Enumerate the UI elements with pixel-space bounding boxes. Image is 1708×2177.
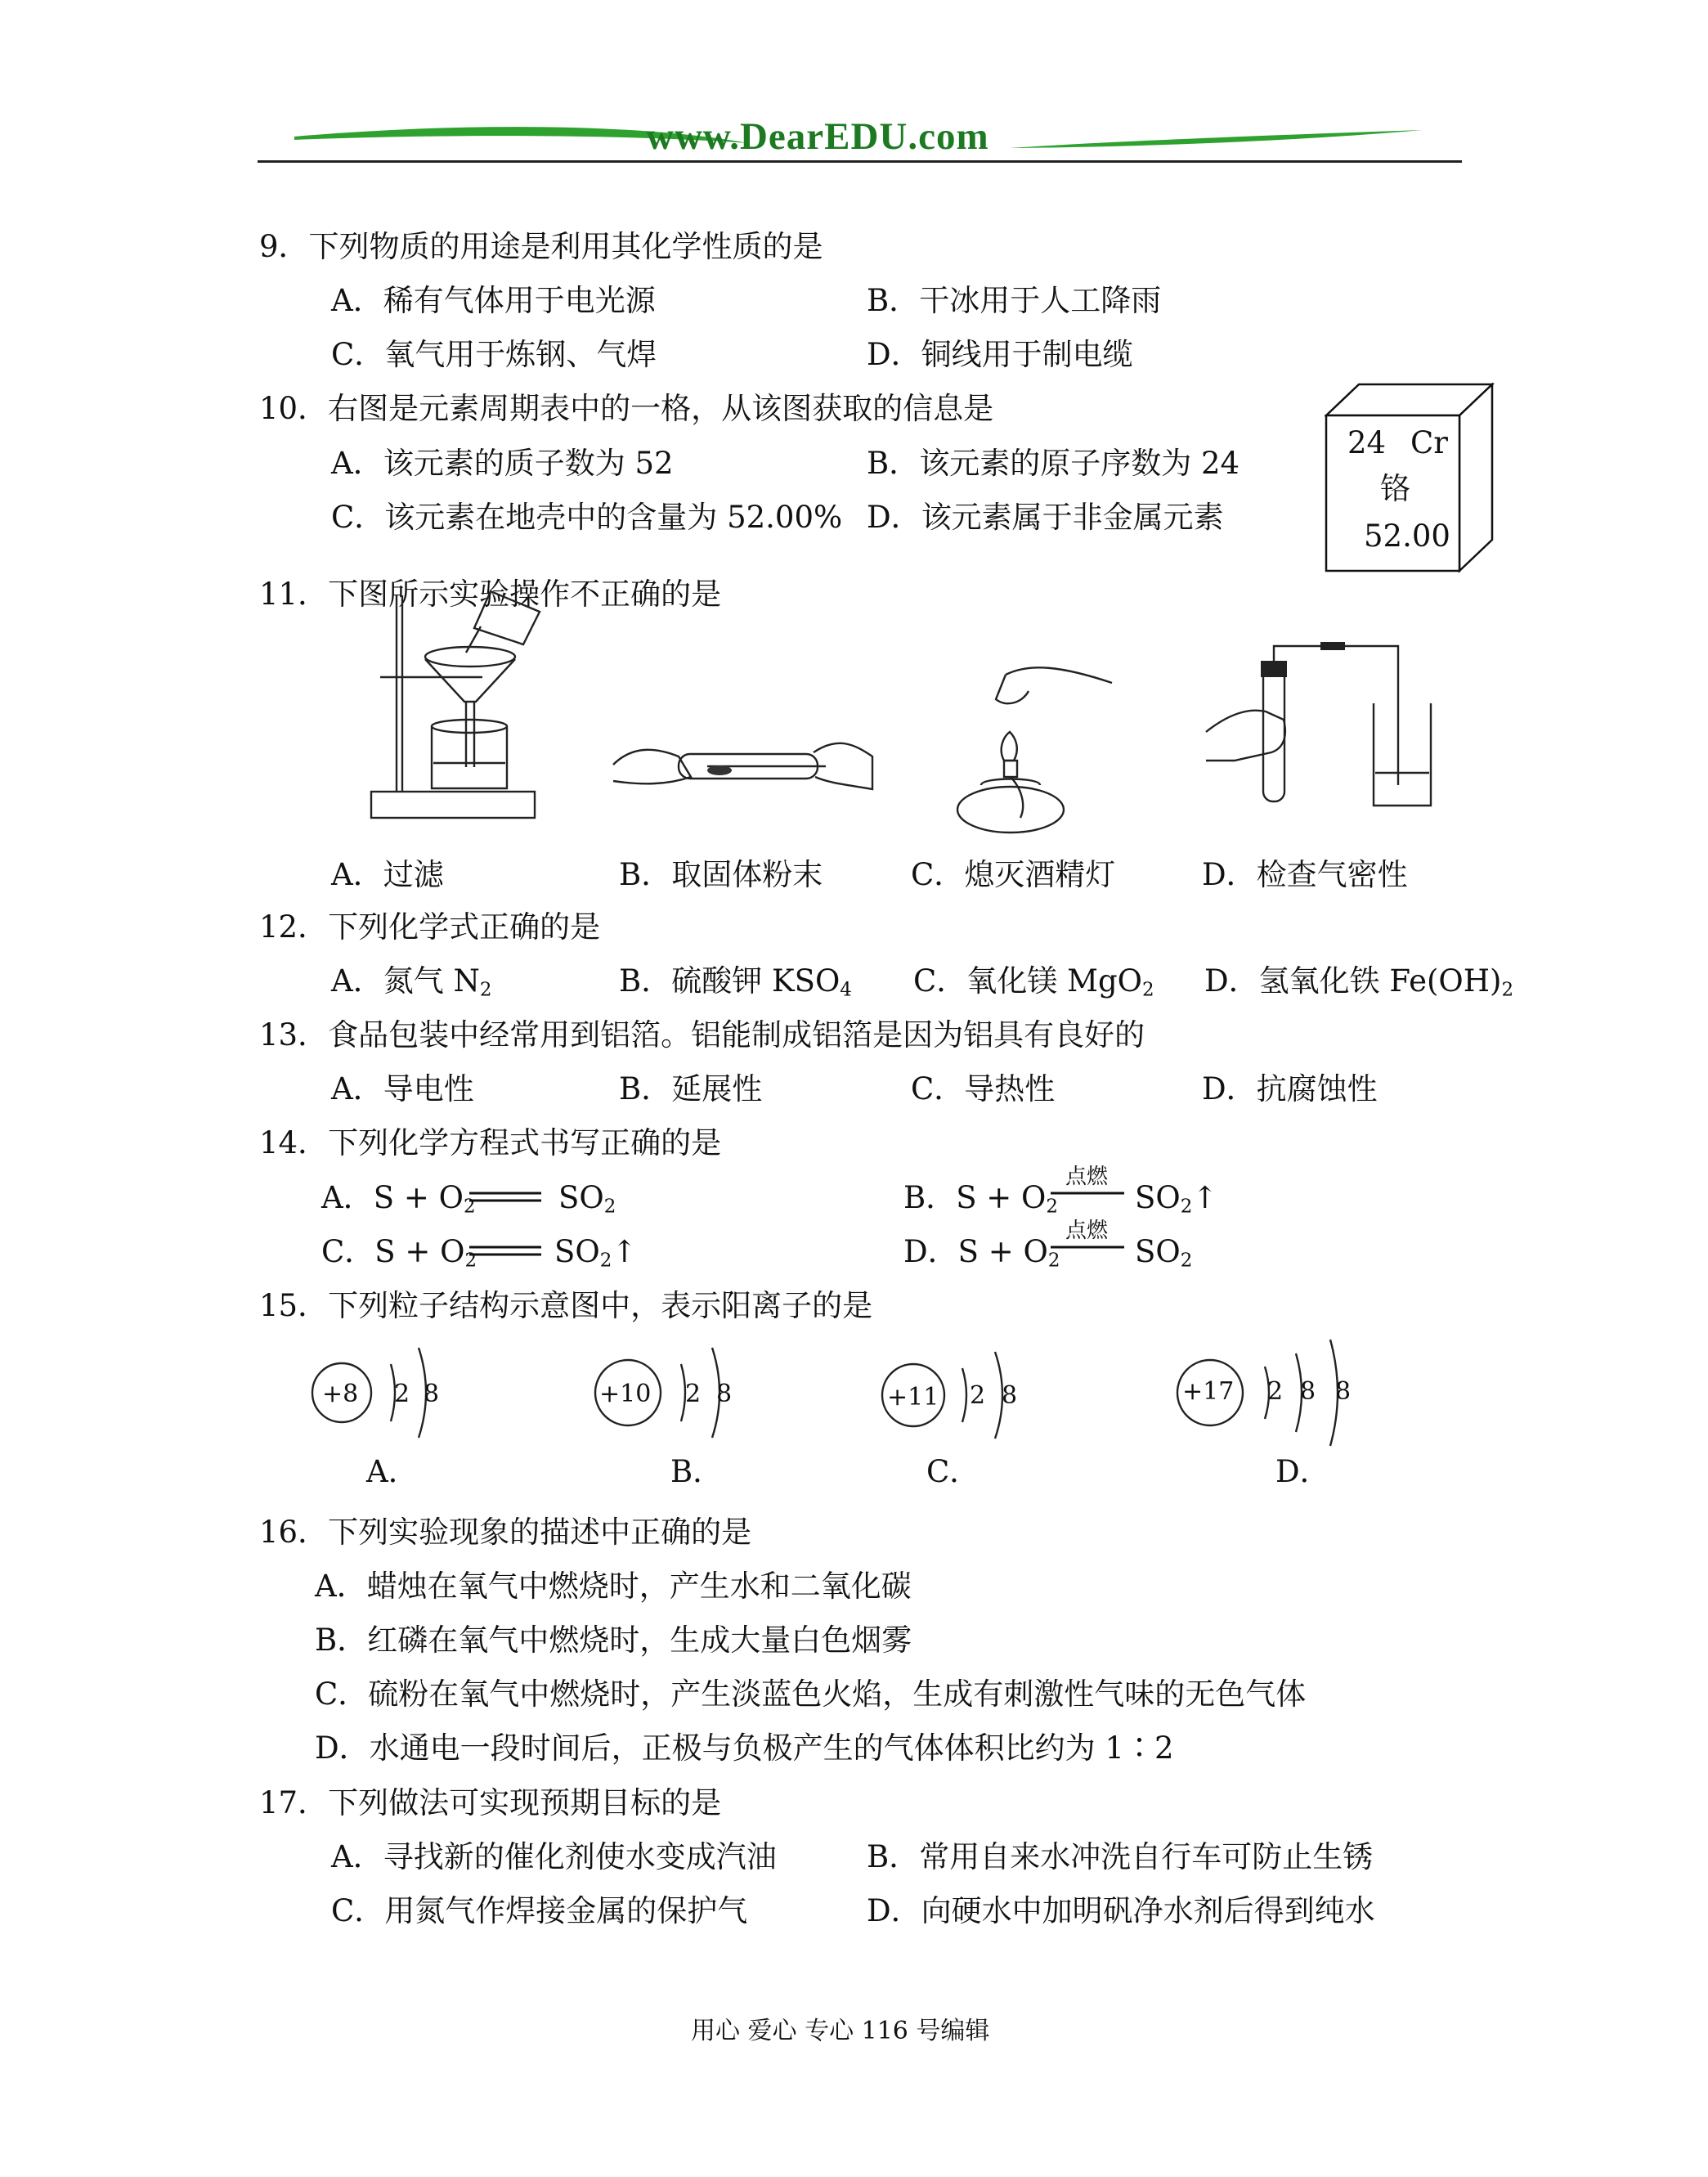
q14-option-c-product: $SO_2↑$ [554, 1234, 638, 1272]
particle-b-shell-1: 2 [685, 1380, 702, 1408]
q14-option-d-arrow-line [1051, 1245, 1124, 1250]
extinguish-lamp-illustration [948, 654, 1120, 842]
q12-stem: 12．下列化学式正确的是 [259, 909, 601, 945]
q11-option-d: D．检查气密性 [1202, 857, 1408, 892]
particle-a-nucleus: +8 [322, 1380, 359, 1408]
q14-option-a-double-line [469, 1191, 541, 1204]
q10-option-c: C．该元素在地壳中的含量为 52.00% [331, 500, 843, 535]
q15-option-a: A． [366, 1454, 419, 1489]
particle-d-nucleus: +17 [1182, 1377, 1235, 1406]
page-footer: 用心 爱心 专心 116 号编辑 [691, 2017, 990, 2045]
q17-stem: 17．下列做法可实现预期目标的是 [259, 1785, 722, 1820]
q10-stem: 10．右图是元素周期表中的一格，从该图获取的信息是 [259, 391, 994, 426]
q9-option-a: A．稀有气体用于电光源 [331, 283, 656, 318]
cell-symbol: Cr [1410, 425, 1448, 460]
q9-stem: 9．下列物质的用途是利用其化学性质的是 [259, 229, 823, 264]
particle-d-shell-3: 8 [1335, 1377, 1352, 1406]
filtration-illustration [360, 587, 572, 833]
q9-option-b: B．干冰用于人工降雨 [867, 283, 1162, 318]
q14-option-d-reactants: D．$S + O_2$ [903, 1234, 1060, 1272]
particle-c-nucleus: +11 [887, 1383, 939, 1412]
q13-stem: 13．食品包装中经常用到铝箔。铝能制成铝箔是因为铝具有良好的 [259, 1017, 1145, 1053]
q13-option-d: D．抗腐蚀性 [1202, 1071, 1378, 1106]
q14-option-a-product: $SO_2$ [558, 1180, 616, 1218]
q16-option-d: D．水通电一段时间后，正极与负极产生的气体体积比约为 1∶2 [315, 1730, 1174, 1766]
q10-option-b: B．该元素的原子序数为 24 [867, 446, 1240, 481]
site-logo: www.DearEDU.com [646, 115, 989, 158]
q13-option-c: C．导热性 [911, 1071, 1056, 1106]
particle-a-shell-1: 2 [394, 1380, 410, 1408]
q13-option-b: B．延展性 [619, 1071, 763, 1106]
q12-option-b: B．硫酸钾 $KSO_4$ [619, 963, 852, 1001]
q17-option-b: B．常用自来水冲洗自行车可防止生锈 [867, 1839, 1374, 1874]
q17-option-d: D．向硬水中加明矾净水剂后得到纯水 [867, 1893, 1375, 1928]
q14-stem: 14．下列化学方程式书写正确的是 [259, 1125, 722, 1160]
q14-option-c-double-line [469, 1245, 541, 1258]
particle-b-nucleus: +10 [599, 1380, 652, 1408]
q17-option-c: C．用氮气作焊接金属的保护气 [331, 1893, 748, 1928]
particle-b-shell-2: 8 [716, 1380, 733, 1408]
particle-d-shell-1: 2 [1267, 1377, 1284, 1406]
q14-option-b-product: $SO_2↑$ [1135, 1180, 1218, 1218]
cell-mass: 52.00 [1364, 518, 1450, 554]
particle-a-shell-2: 8 [424, 1380, 440, 1408]
q14-option-a-reactants: A．$S + O_2$ [321, 1180, 476, 1218]
q9-option-d: D．铜线用于制电缆 [867, 337, 1133, 372]
q11-option-b: B．取固体粉末 [619, 857, 823, 892]
header-rule [258, 160, 1462, 163]
q12-option-c: C．氧化镁 MgO$_2$ [913, 963, 1154, 1001]
q16-option-b: B．红磷在氧气中燃烧时，生成大量白色烟雾 [315, 1623, 912, 1658]
airtightness-check-illustration [1202, 638, 1447, 814]
cell-name: 铬 [1380, 471, 1410, 506]
q13-option-a: A．导电性 [331, 1071, 474, 1106]
q11-stem: 11．下图所示实验操作不正确的是 [259, 577, 722, 612]
q15-option-c: C． [926, 1454, 980, 1489]
q15-stem: 15．下列粒子结构示意图中，表示阳离子的是 [259, 1288, 873, 1323]
q12-option-d: D．氢氧化铁 $Fe(OH)_2$ [1204, 963, 1514, 1001]
cell-atomic-number: 24 [1347, 425, 1387, 460]
q11-option-a: A．过滤 [331, 857, 444, 892]
q11-option-c: C．熄灭酒精灯 [911, 857, 1116, 892]
particle-d-shell-2: 8 [1300, 1377, 1316, 1406]
q10-option-a: A．该元素的质子数为 52 [331, 446, 674, 481]
q16-stem: 16．下列实验现象的描述中正确的是 [259, 1515, 752, 1550]
particle-c-shell-2: 8 [1002, 1381, 1018, 1410]
q14-option-b-condition: 点燃 [1065, 1165, 1109, 1189]
q12-option-a: A．氮气 $N_2$ [331, 963, 492, 1001]
q17-option-a: A．寻找新的催化剂使水变成汽油 [331, 1839, 777, 1874]
q9-option-c: C．氧气用于炼钢、气焊 [331, 337, 657, 372]
q15-option-b: B． [670, 1454, 724, 1489]
q16-option-c: C．硫粉在氧气中燃烧时，产生淡蓝色火焰，生成有刺激性气味的无色气体 [315, 1677, 1307, 1712]
particle-c-shell-1: 2 [970, 1381, 986, 1410]
q14-option-b-arrow-line [1051, 1191, 1124, 1196]
q10-option-d: D．该元素属于非金属元素 [867, 500, 1224, 535]
q16-option-a: A．蜡烛在氧气中燃烧时，产生水和二氧化碳 [315, 1569, 912, 1604]
q14-option-c-reactants: C．$S + O_2$ [321, 1234, 477, 1272]
q15-option-d: D． [1275, 1454, 1330, 1489]
q14-option-d-product: $SO_2$ [1135, 1234, 1193, 1272]
q14-option-b-reactants: B．$S + O_2$ [903, 1180, 1058, 1218]
q14-option-d-condition: 点燃 [1065, 1219, 1109, 1243]
solid-powder-illustration [609, 720, 879, 810]
